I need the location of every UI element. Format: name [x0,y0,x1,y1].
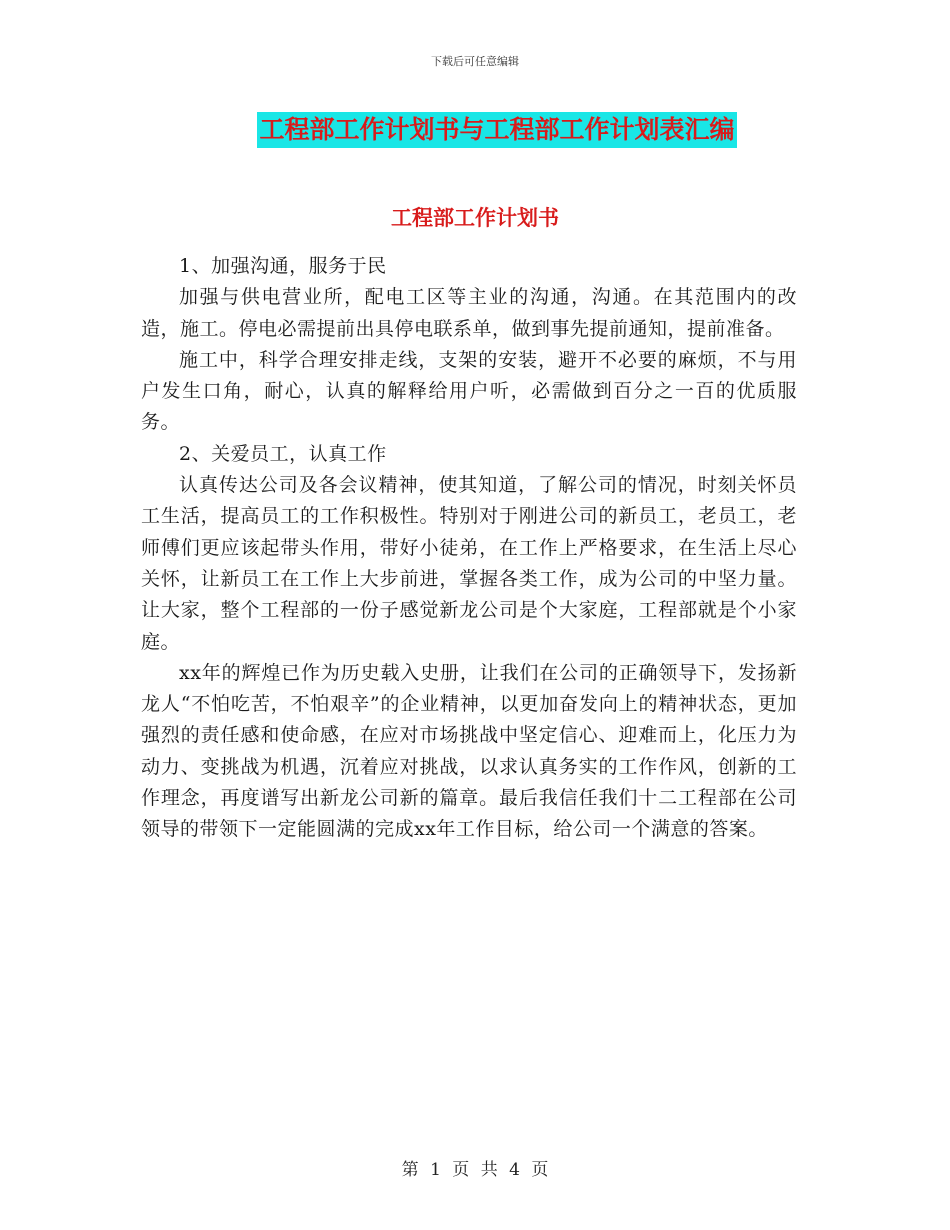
page-footer: 第 1 页 共 4 页 [401,1160,549,1180]
heading-1: 1、加强沟通，服务于民 [179,255,387,277]
paragraph: 认真传达公司及各会议精神，使其知道，了解公司的情况，时刻关怀员工生活，提高员工的工作积极性。特别对于刚进公司的新员工，老员工，老师傅们更应该起带头作用，带好小徒弟，在工作上严格要求，在生活上尽心关怀，让新员工在工作上大步前进，掌握各类工作，成为公司的中坚力量。让大家，整个工程部的一份子感觉新龙公司是个大家庭，工程部就是个小家庭。 [141,474,797,653]
page-header-note: 下载后可任意编辑 [431,55,519,68]
document-title: 工程部工作计划书与工程部工作计划表汇编 [257,112,736,148]
section-title: 工程部工作计划书 [391,206,559,230]
paragraph: xx年的辉煌已作为历史载入史册，让我们在公司的正确领导下，发扬新龙人“不怕吃苦，不怕艰辛”的企业精神，以更加奋发向上的精神状态，更加强烈的责任感和使命感，在应对市场挑战中坚定信心、迎难而上，化压力为动力、变挑战为机遇，沉着应对挑战，以求认真务实的工作作风，创新的工作理念，再度谱写出新龙公司新的篇章。最后我信任我们十二工程部在公司领导的带领下一定能圆满的完成xx年工作目标，给公司一个满意的答案。 [141,661,797,841]
paragraph: 施工中，科学合理安排走线，支架的安装，避开不必要的麻烦，不与用户发生口角，耐心，认真的解释给用户听，必需做到百分之一百的优质服务。 [141,348,797,434]
document-title-container [0,112,950,148]
paragraph: 加强与供电营业所，配电工区等主业的沟通，沟通。在其范围内的改造，施工。停电必需提前出具停电联系单，做到事先提前通知，提前准备。 [141,286,797,340]
document-body [141,251,797,846]
heading-2: 2、关爱员工，认真工作 [179,442,387,465]
